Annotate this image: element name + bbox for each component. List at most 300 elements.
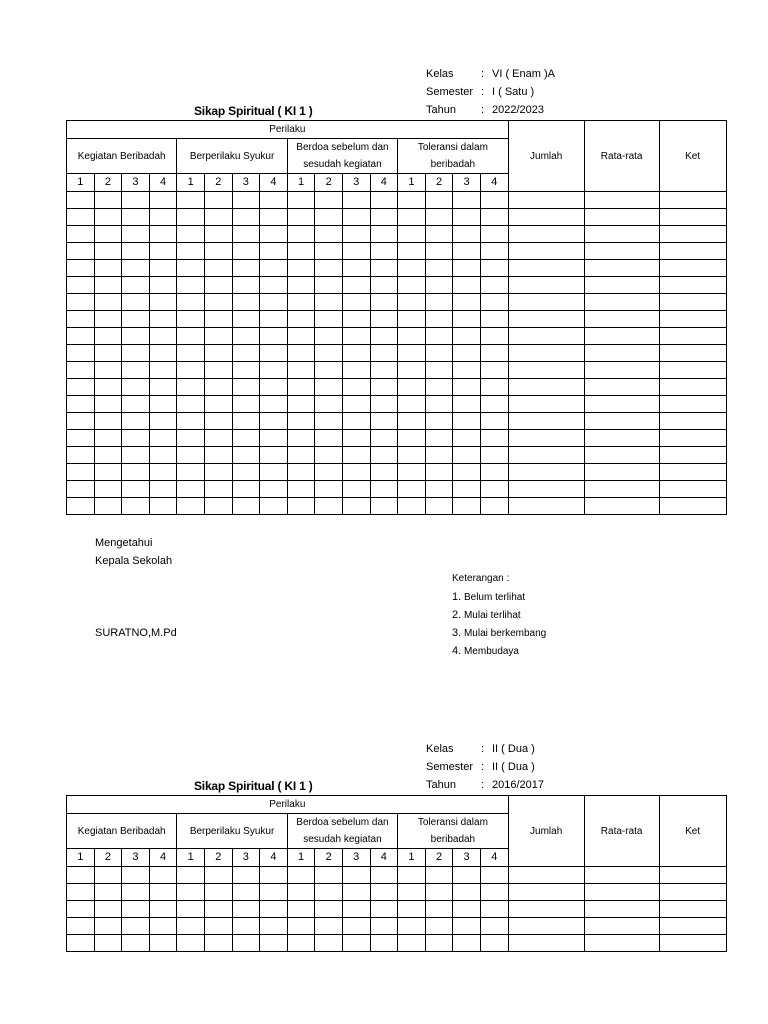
table-cell[interactable] [67,884,95,901]
table-cell[interactable] [584,918,659,935]
table-cell[interactable] [287,311,315,328]
table-cell[interactable] [260,935,288,952]
table-cell[interactable] [453,918,481,935]
table-cell[interactable] [287,226,315,243]
table-cell[interactable] [149,935,177,952]
table-cell[interactable] [342,396,370,413]
table-cell[interactable] [480,362,508,379]
table-cell[interactable] [315,884,343,901]
table-cell[interactable] [204,901,232,918]
table-cell[interactable] [94,294,122,311]
table-cell[interactable] [177,243,205,260]
table-cell[interactable] [204,464,232,481]
table-cell[interactable] [370,362,398,379]
table-cell[interactable] [232,311,260,328]
table-cell[interactable] [398,260,426,277]
table-cell[interactable] [232,396,260,413]
table-cell[interactable] [122,294,150,311]
table-cell[interactable] [94,481,122,498]
table-cell[interactable] [315,226,343,243]
table-cell[interactable] [149,277,177,294]
table-cell[interactable] [508,311,584,328]
table-cell[interactable] [398,328,426,345]
table-cell[interactable] [177,379,205,396]
table-cell[interactable] [370,498,398,515]
table-cell[interactable] [453,311,481,328]
table-cell[interactable] [67,311,95,328]
table-cell[interactable] [122,447,150,464]
table-cell[interactable] [425,867,453,884]
table-cell[interactable] [204,884,232,901]
table-cell[interactable] [287,884,315,901]
table-cell[interactable] [287,362,315,379]
table-cell[interactable] [315,209,343,226]
table-cell[interactable] [453,498,481,515]
table-cell[interactable] [122,498,150,515]
table-cell[interactable] [204,867,232,884]
table-cell[interactable] [425,277,453,294]
table-cell[interactable] [425,243,453,260]
table-cell[interactable] [453,192,481,209]
table-cell[interactable] [177,209,205,226]
table-cell[interactable] [659,901,726,918]
table-cell[interactable] [287,294,315,311]
table-cell[interactable] [508,498,584,515]
table-cell[interactable] [260,345,288,362]
table-cell[interactable] [398,209,426,226]
table-cell[interactable] [177,901,205,918]
table-cell[interactable] [122,867,150,884]
table-cell[interactable] [584,192,659,209]
table-cell[interactable] [122,345,150,362]
table-cell[interactable] [659,413,726,430]
table-cell[interactable] [398,294,426,311]
table-cell[interactable] [370,226,398,243]
table-cell[interactable] [177,311,205,328]
table-cell[interactable] [94,192,122,209]
table-cell[interactable] [508,396,584,413]
table-cell[interactable] [94,362,122,379]
table-cell[interactable] [659,498,726,515]
table-cell[interactable] [584,464,659,481]
table-cell[interactable] [232,243,260,260]
table-cell[interactable] [232,430,260,447]
table-cell[interactable] [149,901,177,918]
table-cell[interactable] [425,413,453,430]
table-cell[interactable] [398,345,426,362]
table-cell[interactable] [67,413,95,430]
table-cell[interactable] [315,935,343,952]
table-cell[interactable] [342,226,370,243]
table-cell[interactable] [67,362,95,379]
table-cell[interactable] [584,447,659,464]
table-cell[interactable] [149,192,177,209]
table-cell[interactable] [94,260,122,277]
table-cell[interactable] [453,430,481,447]
table-cell[interactable] [122,918,150,935]
table-cell[interactable] [287,464,315,481]
table-cell[interactable] [177,935,205,952]
table-cell[interactable] [584,294,659,311]
table-cell[interactable] [94,328,122,345]
table-cell[interactable] [67,901,95,918]
table-cell[interactable] [659,226,726,243]
table-cell[interactable] [204,935,232,952]
table-cell[interactable] [260,277,288,294]
table-cell[interactable] [370,884,398,901]
table-cell[interactable] [94,867,122,884]
table-cell[interactable] [425,226,453,243]
table-cell[interactable] [177,481,205,498]
table-cell[interactable] [370,447,398,464]
table-cell[interactable] [122,430,150,447]
table-cell[interactable] [204,345,232,362]
table-cell[interactable] [232,884,260,901]
table-cell[interactable] [149,884,177,901]
table-cell[interactable] [315,447,343,464]
table-cell[interactable] [584,901,659,918]
table-cell[interactable] [398,430,426,447]
table-cell[interactable] [94,413,122,430]
table-cell[interactable] [659,209,726,226]
table-cell[interactable] [67,226,95,243]
table-cell[interactable] [480,192,508,209]
table-cell[interactable] [204,311,232,328]
table-cell[interactable] [370,294,398,311]
table-cell[interactable] [584,884,659,901]
table-cell[interactable] [260,413,288,430]
table-cell[interactable] [122,901,150,918]
table-cell[interactable] [94,447,122,464]
table-cell[interactable] [315,328,343,345]
table-cell[interactable] [177,413,205,430]
table-cell[interactable] [260,311,288,328]
table-cell[interactable] [94,209,122,226]
table-cell[interactable] [342,277,370,294]
table-cell[interactable] [315,192,343,209]
table-cell[interactable] [398,918,426,935]
table-cell[interactable] [480,311,508,328]
table-cell[interactable] [149,867,177,884]
table-cell[interactable] [584,867,659,884]
table-cell[interactable] [398,277,426,294]
table-cell[interactable] [398,884,426,901]
table-cell[interactable] [204,413,232,430]
table-cell[interactable] [342,447,370,464]
table-cell[interactable] [659,884,726,901]
table-cell[interactable] [398,447,426,464]
table-cell[interactable] [342,311,370,328]
table-cell[interactable] [453,396,481,413]
table-cell[interactable] [453,935,481,952]
table-cell[interactable] [260,328,288,345]
table-cell[interactable] [584,260,659,277]
table-cell[interactable] [453,362,481,379]
table-cell[interactable] [177,294,205,311]
table-cell[interactable] [232,867,260,884]
table-cell[interactable] [204,260,232,277]
table-cell[interactable] [659,447,726,464]
table-cell[interactable] [425,396,453,413]
table-cell[interactable] [315,464,343,481]
table-cell[interactable] [342,192,370,209]
table-cell[interactable] [204,379,232,396]
table-cell[interactable] [149,243,177,260]
table-cell[interactable] [425,464,453,481]
table-cell[interactable] [370,209,398,226]
table-cell[interactable] [659,345,726,362]
table-cell[interactable] [659,396,726,413]
table-cell[interactable] [177,918,205,935]
table-cell[interactable] [480,260,508,277]
table-cell[interactable] [149,413,177,430]
table-cell[interactable] [204,918,232,935]
table-cell[interactable] [584,328,659,345]
table-cell[interactable] [584,935,659,952]
table-cell[interactable] [398,396,426,413]
table-cell[interactable] [287,192,315,209]
table-cell[interactable] [398,901,426,918]
table-cell[interactable] [204,498,232,515]
table-cell[interactable] [260,901,288,918]
table-cell[interactable] [232,192,260,209]
table-cell[interactable] [659,192,726,209]
table-cell[interactable] [480,345,508,362]
table-cell[interactable] [204,481,232,498]
table-cell[interactable] [232,328,260,345]
table-cell[interactable] [260,918,288,935]
table-cell[interactable] [342,498,370,515]
table-cell[interactable] [659,464,726,481]
table-cell[interactable] [287,447,315,464]
table-cell[interactable] [584,379,659,396]
table-cell[interactable] [453,464,481,481]
table-cell[interactable] [453,901,481,918]
table-cell[interactable] [287,277,315,294]
table-cell[interactable] [425,379,453,396]
table-cell[interactable] [232,481,260,498]
table-cell[interactable] [425,260,453,277]
table-cell[interactable] [425,209,453,226]
table-cell[interactable] [425,430,453,447]
table-cell[interactable] [67,481,95,498]
table-cell[interactable] [584,345,659,362]
table-cell[interactable] [425,362,453,379]
table-cell[interactable] [315,498,343,515]
table-cell[interactable] [94,311,122,328]
table-cell[interactable] [177,345,205,362]
table-cell[interactable] [149,311,177,328]
table-cell[interactable] [370,379,398,396]
table-cell[interactable] [370,918,398,935]
table-cell[interactable] [232,901,260,918]
table-cell[interactable] [94,379,122,396]
table-cell[interactable] [315,260,343,277]
table-cell[interactable] [398,498,426,515]
table-cell[interactable] [398,192,426,209]
table-cell[interactable] [232,294,260,311]
table-cell[interactable] [425,918,453,935]
table-cell[interactable] [370,396,398,413]
table-cell[interactable] [659,294,726,311]
table-cell[interactable] [287,345,315,362]
table-cell[interactable] [122,481,150,498]
table-cell[interactable] [149,379,177,396]
table-cell[interactable] [287,430,315,447]
table-cell[interactable] [453,447,481,464]
table-cell[interactable] [370,243,398,260]
table-cell[interactable] [508,243,584,260]
table-cell[interactable] [177,447,205,464]
table-cell[interactable] [370,867,398,884]
table-cell[interactable] [287,901,315,918]
table-cell[interactable] [508,260,584,277]
table-cell[interactable] [177,430,205,447]
table-cell[interactable] [149,362,177,379]
table-cell[interactable] [508,867,584,884]
table-cell[interactable] [232,413,260,430]
table-cell[interactable] [287,396,315,413]
table-cell[interactable] [260,379,288,396]
table-cell[interactable] [67,277,95,294]
table-cell[interactable] [584,311,659,328]
table-cell[interactable] [122,935,150,952]
table-cell[interactable] [260,294,288,311]
table-cell[interactable] [67,379,95,396]
table-cell[interactable] [342,901,370,918]
table-cell[interactable] [149,464,177,481]
table-cell[interactable] [204,192,232,209]
table-cell[interactable] [204,328,232,345]
table-cell[interactable] [232,277,260,294]
table-cell[interactable] [122,243,150,260]
table-cell[interactable] [425,345,453,362]
table-cell[interactable] [122,277,150,294]
table-cell[interactable] [287,209,315,226]
table-cell[interactable] [177,362,205,379]
table-cell[interactable] [342,413,370,430]
table-cell[interactable] [315,413,343,430]
table-cell[interactable] [67,430,95,447]
table-cell[interactable] [315,867,343,884]
table-cell[interactable] [508,362,584,379]
table-cell[interactable] [67,918,95,935]
table-cell[interactable] [149,918,177,935]
table-cell[interactable] [370,413,398,430]
table-cell[interactable] [315,294,343,311]
table-cell[interactable] [122,311,150,328]
table-cell[interactable] [370,328,398,345]
table-cell[interactable] [508,379,584,396]
table-cell[interactable] [342,918,370,935]
table-cell[interactable] [204,226,232,243]
table-cell[interactable] [659,867,726,884]
table-cell[interactable] [659,379,726,396]
table-cell[interactable] [232,447,260,464]
table-cell[interactable] [177,277,205,294]
table-cell[interactable] [659,277,726,294]
table-cell[interactable] [425,935,453,952]
table-cell[interactable] [177,464,205,481]
table-cell[interactable] [177,192,205,209]
table-cell[interactable] [287,413,315,430]
table-cell[interactable] [508,345,584,362]
table-cell[interactable] [370,935,398,952]
table-cell[interactable] [659,260,726,277]
table-cell[interactable] [177,328,205,345]
table-cell[interactable] [149,498,177,515]
table-cell[interactable] [342,481,370,498]
table-cell[interactable] [508,328,584,345]
table-cell[interactable] [232,362,260,379]
table-cell[interactable] [67,447,95,464]
table-cell[interactable] [94,464,122,481]
table-cell[interactable] [287,379,315,396]
table-cell[interactable] [398,481,426,498]
table-cell[interactable] [480,498,508,515]
table-cell[interactable] [453,243,481,260]
table-cell[interactable] [122,260,150,277]
table-cell[interactable] [370,430,398,447]
table-cell[interactable] [67,498,95,515]
table-cell[interactable] [659,362,726,379]
table-cell[interactable] [659,243,726,260]
table-cell[interactable] [508,209,584,226]
table-cell[interactable] [342,243,370,260]
table-cell[interactable] [177,396,205,413]
table-cell[interactable] [260,209,288,226]
table-cell[interactable] [659,328,726,345]
table-cell[interactable] [149,396,177,413]
table-cell[interactable] [67,464,95,481]
table-cell[interactable] [177,867,205,884]
table-cell[interactable] [315,345,343,362]
table-cell[interactable] [94,935,122,952]
table-cell[interactable] [315,311,343,328]
table-cell[interactable] [508,447,584,464]
table-cell[interactable] [204,209,232,226]
table-cell[interactable] [508,884,584,901]
table-cell[interactable] [232,498,260,515]
table-cell[interactable] [287,867,315,884]
table-cell[interactable] [480,277,508,294]
table-cell[interactable] [480,867,508,884]
table-cell[interactable] [508,413,584,430]
table-cell[interactable] [370,260,398,277]
table-cell[interactable] [287,918,315,935]
table-cell[interactable] [287,260,315,277]
table-cell[interactable] [204,447,232,464]
table-cell[interactable] [260,430,288,447]
table-cell[interactable] [480,226,508,243]
table-cell[interactable] [453,294,481,311]
table-cell[interactable] [453,413,481,430]
table-cell[interactable] [67,935,95,952]
table-cell[interactable] [149,430,177,447]
table-cell[interactable] [370,464,398,481]
table-cell[interactable] [232,918,260,935]
table-cell[interactable] [94,430,122,447]
table-cell[interactable] [149,209,177,226]
table-cell[interactable] [398,226,426,243]
table-cell[interactable] [342,209,370,226]
table-cell[interactable] [342,884,370,901]
table-cell[interactable] [370,901,398,918]
table-cell[interactable] [260,362,288,379]
table-cell[interactable] [315,901,343,918]
table-cell[interactable] [315,430,343,447]
table-cell[interactable] [480,294,508,311]
